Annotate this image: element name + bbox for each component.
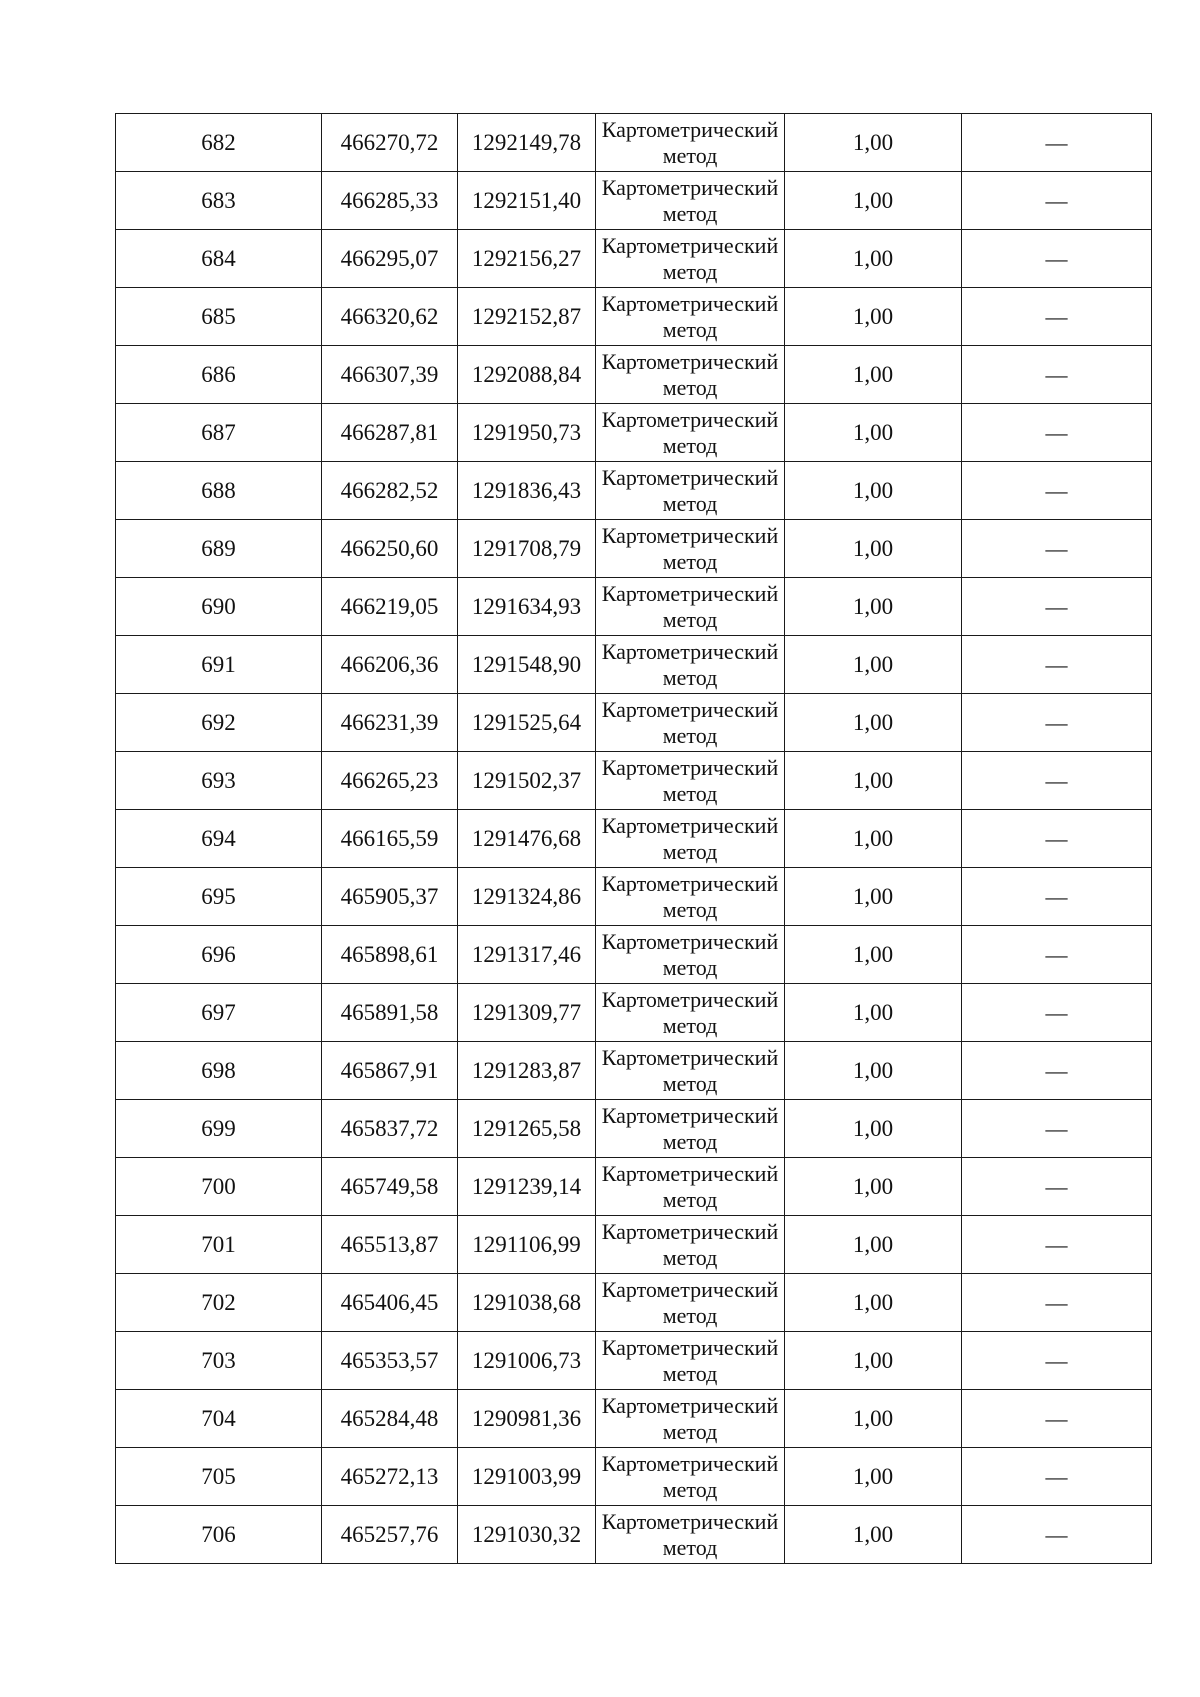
y-coordinate-cell: 1291239,14 bbox=[458, 1158, 596, 1216]
note-cell: — bbox=[962, 1042, 1152, 1100]
note-cell: — bbox=[962, 462, 1152, 520]
method-cell: Картометрический метод bbox=[596, 694, 785, 752]
x-coordinate-cell: 465905,37 bbox=[322, 868, 458, 926]
x-coordinate-cell: 466282,52 bbox=[322, 462, 458, 520]
table-row bbox=[116, 1100, 1152, 1158]
point-number-cell: 690 bbox=[116, 578, 322, 636]
x-coordinate-cell: 466285,33 bbox=[322, 172, 458, 230]
note-cell: — bbox=[962, 520, 1152, 578]
table-row bbox=[116, 1506, 1152, 1564]
method-cell: Картометрический метод bbox=[596, 1506, 785, 1564]
accuracy-cell: 1,00 bbox=[785, 810, 962, 868]
table-row bbox=[116, 984, 1152, 1042]
accuracy-cell: 1,00 bbox=[785, 288, 962, 346]
accuracy-cell: 1,00 bbox=[785, 578, 962, 636]
point-number-cell: 700 bbox=[116, 1158, 322, 1216]
point-number-cell: 689 bbox=[116, 520, 322, 578]
method-cell: Картометрический метод bbox=[596, 636, 785, 694]
method-cell: Картометрический метод bbox=[596, 1042, 785, 1100]
point-number-cell: 705 bbox=[116, 1448, 322, 1506]
table-row bbox=[116, 462, 1152, 520]
accuracy-cell: 1,00 bbox=[785, 1448, 962, 1506]
accuracy-cell: 1,00 bbox=[785, 230, 962, 288]
x-coordinate-cell: 466165,59 bbox=[322, 810, 458, 868]
note-cell: — bbox=[962, 694, 1152, 752]
method-cell: Картометрический метод bbox=[596, 230, 785, 288]
point-number-cell: 703 bbox=[116, 1332, 322, 1390]
y-coordinate-cell: 1291309,77 bbox=[458, 984, 596, 1042]
point-number-cell: 682 bbox=[116, 114, 322, 172]
point-number-cell: 701 bbox=[116, 1216, 322, 1274]
point-number-cell: 688 bbox=[116, 462, 322, 520]
note-cell: — bbox=[962, 578, 1152, 636]
note-cell: — bbox=[962, 636, 1152, 694]
accuracy-cell: 1,00 bbox=[785, 1332, 962, 1390]
accuracy-cell: 1,00 bbox=[785, 752, 962, 810]
point-number-cell: 702 bbox=[116, 1274, 322, 1332]
point-number-cell: 686 bbox=[116, 346, 322, 404]
method-cell: Картометрический метод bbox=[596, 404, 785, 462]
y-coordinate-cell: 1291003,99 bbox=[458, 1448, 596, 1506]
accuracy-cell: 1,00 bbox=[785, 114, 962, 172]
note-cell: — bbox=[962, 1274, 1152, 1332]
method-cell: Картометрический метод bbox=[596, 172, 785, 230]
y-coordinate-cell: 1292156,27 bbox=[458, 230, 596, 288]
table-row bbox=[116, 1216, 1152, 1274]
note-cell: — bbox=[962, 926, 1152, 984]
point-number-cell: 704 bbox=[116, 1390, 322, 1448]
point-number-cell: 699 bbox=[116, 1100, 322, 1158]
x-coordinate-cell: 465284,48 bbox=[322, 1390, 458, 1448]
y-coordinate-cell: 1290981,36 bbox=[458, 1390, 596, 1448]
accuracy-cell: 1,00 bbox=[785, 1042, 962, 1100]
x-coordinate-cell: 466295,07 bbox=[322, 230, 458, 288]
x-coordinate-cell: 466307,39 bbox=[322, 346, 458, 404]
method-cell: Картометрический метод bbox=[596, 984, 785, 1042]
method-cell: Картометрический метод bbox=[596, 752, 785, 810]
table-row bbox=[116, 1042, 1152, 1100]
y-coordinate-cell: 1291283,87 bbox=[458, 1042, 596, 1100]
accuracy-cell: 1,00 bbox=[785, 1506, 962, 1564]
note-cell: — bbox=[962, 288, 1152, 346]
accuracy-cell: 1,00 bbox=[785, 462, 962, 520]
x-coordinate-cell: 465898,61 bbox=[322, 926, 458, 984]
y-coordinate-cell: 1291006,73 bbox=[458, 1332, 596, 1390]
x-coordinate-cell: 465272,13 bbox=[322, 1448, 458, 1506]
accuracy-cell: 1,00 bbox=[785, 404, 962, 462]
table-row bbox=[116, 926, 1152, 984]
point-number-cell: 684 bbox=[116, 230, 322, 288]
table-row bbox=[116, 404, 1152, 462]
table-row bbox=[116, 1448, 1152, 1506]
note-cell: — bbox=[962, 1506, 1152, 1564]
accuracy-cell: 1,00 bbox=[785, 1274, 962, 1332]
y-coordinate-cell: 1291708,79 bbox=[458, 520, 596, 578]
point-number-cell: 696 bbox=[116, 926, 322, 984]
table-row bbox=[116, 346, 1152, 404]
note-cell: — bbox=[962, 1100, 1152, 1158]
point-number-cell: 697 bbox=[116, 984, 322, 1042]
y-coordinate-cell: 1292151,40 bbox=[458, 172, 596, 230]
x-coordinate-cell: 465867,91 bbox=[322, 1042, 458, 1100]
point-number-cell: 698 bbox=[116, 1042, 322, 1100]
method-cell: Картометрический метод bbox=[596, 288, 785, 346]
method-cell: Картометрический метод bbox=[596, 868, 785, 926]
method-cell: Картометрический метод bbox=[596, 520, 785, 578]
table-row bbox=[116, 520, 1152, 578]
point-number-cell: 693 bbox=[116, 752, 322, 810]
table-row bbox=[116, 288, 1152, 346]
method-cell: Картометрический метод bbox=[596, 926, 785, 984]
table-row bbox=[116, 810, 1152, 868]
point-number-cell: 692 bbox=[116, 694, 322, 752]
method-cell: Картометрический метод bbox=[596, 346, 785, 404]
method-cell: Картометрический метод bbox=[596, 578, 785, 636]
y-coordinate-cell: 1291476,68 bbox=[458, 810, 596, 868]
accuracy-cell: 1,00 bbox=[785, 926, 962, 984]
accuracy-cell: 1,00 bbox=[785, 984, 962, 1042]
method-cell: Картометрический метод bbox=[596, 462, 785, 520]
point-number-cell: 694 bbox=[116, 810, 322, 868]
table-body bbox=[116, 114, 1152, 1564]
x-coordinate-cell: 465406,45 bbox=[322, 1274, 458, 1332]
y-coordinate-cell: 1291836,43 bbox=[458, 462, 596, 520]
y-coordinate-cell: 1291525,64 bbox=[458, 694, 596, 752]
note-cell: — bbox=[962, 1448, 1152, 1506]
method-cell: Картометрический метод bbox=[596, 1448, 785, 1506]
note-cell: — bbox=[962, 752, 1152, 810]
x-coordinate-cell: 465513,87 bbox=[322, 1216, 458, 1274]
y-coordinate-cell: 1291265,58 bbox=[458, 1100, 596, 1158]
y-coordinate-cell: 1292149,78 bbox=[458, 114, 596, 172]
table-row bbox=[116, 1158, 1152, 1216]
method-cell: Картометрический метод bbox=[596, 1390, 785, 1448]
x-coordinate-cell: 466206,36 bbox=[322, 636, 458, 694]
x-coordinate-cell: 465837,72 bbox=[322, 1100, 458, 1158]
table-row bbox=[116, 1274, 1152, 1332]
table-row bbox=[116, 752, 1152, 810]
x-coordinate-cell: 466270,72 bbox=[322, 114, 458, 172]
method-cell: Картометрический метод bbox=[596, 1100, 785, 1158]
note-cell: — bbox=[962, 1332, 1152, 1390]
point-number-cell: 691 bbox=[116, 636, 322, 694]
note-cell: — bbox=[962, 1216, 1152, 1274]
y-coordinate-cell: 1291502,37 bbox=[458, 752, 596, 810]
accuracy-cell: 1,00 bbox=[785, 172, 962, 230]
note-cell: — bbox=[962, 1158, 1152, 1216]
x-coordinate-cell: 465749,58 bbox=[322, 1158, 458, 1216]
x-coordinate-cell: 465891,58 bbox=[322, 984, 458, 1042]
method-cell: Картометрический метод bbox=[596, 114, 785, 172]
y-coordinate-cell: 1291950,73 bbox=[458, 404, 596, 462]
accuracy-cell: 1,00 bbox=[785, 868, 962, 926]
accuracy-cell: 1,00 bbox=[785, 636, 962, 694]
note-cell: — bbox=[962, 984, 1152, 1042]
note-cell: — bbox=[962, 404, 1152, 462]
x-coordinate-cell: 466219,05 bbox=[322, 578, 458, 636]
y-coordinate-cell: 1292152,87 bbox=[458, 288, 596, 346]
x-coordinate-cell: 466231,39 bbox=[322, 694, 458, 752]
method-cell: Картометрический метод bbox=[596, 1158, 785, 1216]
method-cell: Картометрический метод bbox=[596, 1274, 785, 1332]
y-coordinate-cell: 1292088,84 bbox=[458, 346, 596, 404]
table-row bbox=[116, 172, 1152, 230]
x-coordinate-cell: 466265,23 bbox=[322, 752, 458, 810]
y-coordinate-cell: 1291038,68 bbox=[458, 1274, 596, 1332]
table-row bbox=[116, 114, 1152, 172]
point-number-cell: 695 bbox=[116, 868, 322, 926]
accuracy-cell: 1,00 bbox=[785, 346, 962, 404]
y-coordinate-cell: 1291030,32 bbox=[458, 1506, 596, 1564]
accuracy-cell: 1,00 bbox=[785, 694, 962, 752]
note-cell: — bbox=[962, 346, 1152, 404]
point-number-cell: 706 bbox=[116, 1506, 322, 1564]
method-cell: Картометрический метод bbox=[596, 1216, 785, 1274]
point-number-cell: 683 bbox=[116, 172, 322, 230]
y-coordinate-cell: 1291634,93 bbox=[458, 578, 596, 636]
note-cell: — bbox=[962, 1390, 1152, 1448]
note-cell: — bbox=[962, 172, 1152, 230]
x-coordinate-cell: 465353,57 bbox=[322, 1332, 458, 1390]
table-row bbox=[116, 868, 1152, 926]
x-coordinate-cell: 466287,81 bbox=[322, 404, 458, 462]
table-row bbox=[116, 578, 1152, 636]
x-coordinate-cell: 466250,60 bbox=[322, 520, 458, 578]
y-coordinate-cell: 1291324,86 bbox=[458, 868, 596, 926]
y-coordinate-cell: 1291548,90 bbox=[458, 636, 596, 694]
x-coordinate-cell: 466320,62 bbox=[322, 288, 458, 346]
accuracy-cell: 1,00 bbox=[785, 520, 962, 578]
method-cell: Картометрический метод bbox=[596, 1332, 785, 1390]
method-cell: Картометрический метод bbox=[596, 810, 785, 868]
accuracy-cell: 1,00 bbox=[785, 1158, 962, 1216]
note-cell: — bbox=[962, 230, 1152, 288]
coordinates-table bbox=[115, 113, 1152, 1564]
table-row bbox=[116, 636, 1152, 694]
point-number-cell: 687 bbox=[116, 404, 322, 462]
table-row bbox=[116, 1332, 1152, 1390]
note-cell: — bbox=[962, 810, 1152, 868]
y-coordinate-cell: 1291106,99 bbox=[458, 1216, 596, 1274]
y-coordinate-cell: 1291317,46 bbox=[458, 926, 596, 984]
x-coordinate-cell: 465257,76 bbox=[322, 1506, 458, 1564]
accuracy-cell: 1,00 bbox=[785, 1216, 962, 1274]
note-cell: — bbox=[962, 114, 1152, 172]
table-row bbox=[116, 230, 1152, 288]
table-row bbox=[116, 694, 1152, 752]
accuracy-cell: 1,00 bbox=[785, 1390, 962, 1448]
table-row bbox=[116, 1390, 1152, 1448]
point-number-cell: 685 bbox=[116, 288, 322, 346]
note-cell: — bbox=[962, 868, 1152, 926]
accuracy-cell: 1,00 bbox=[785, 1100, 962, 1158]
